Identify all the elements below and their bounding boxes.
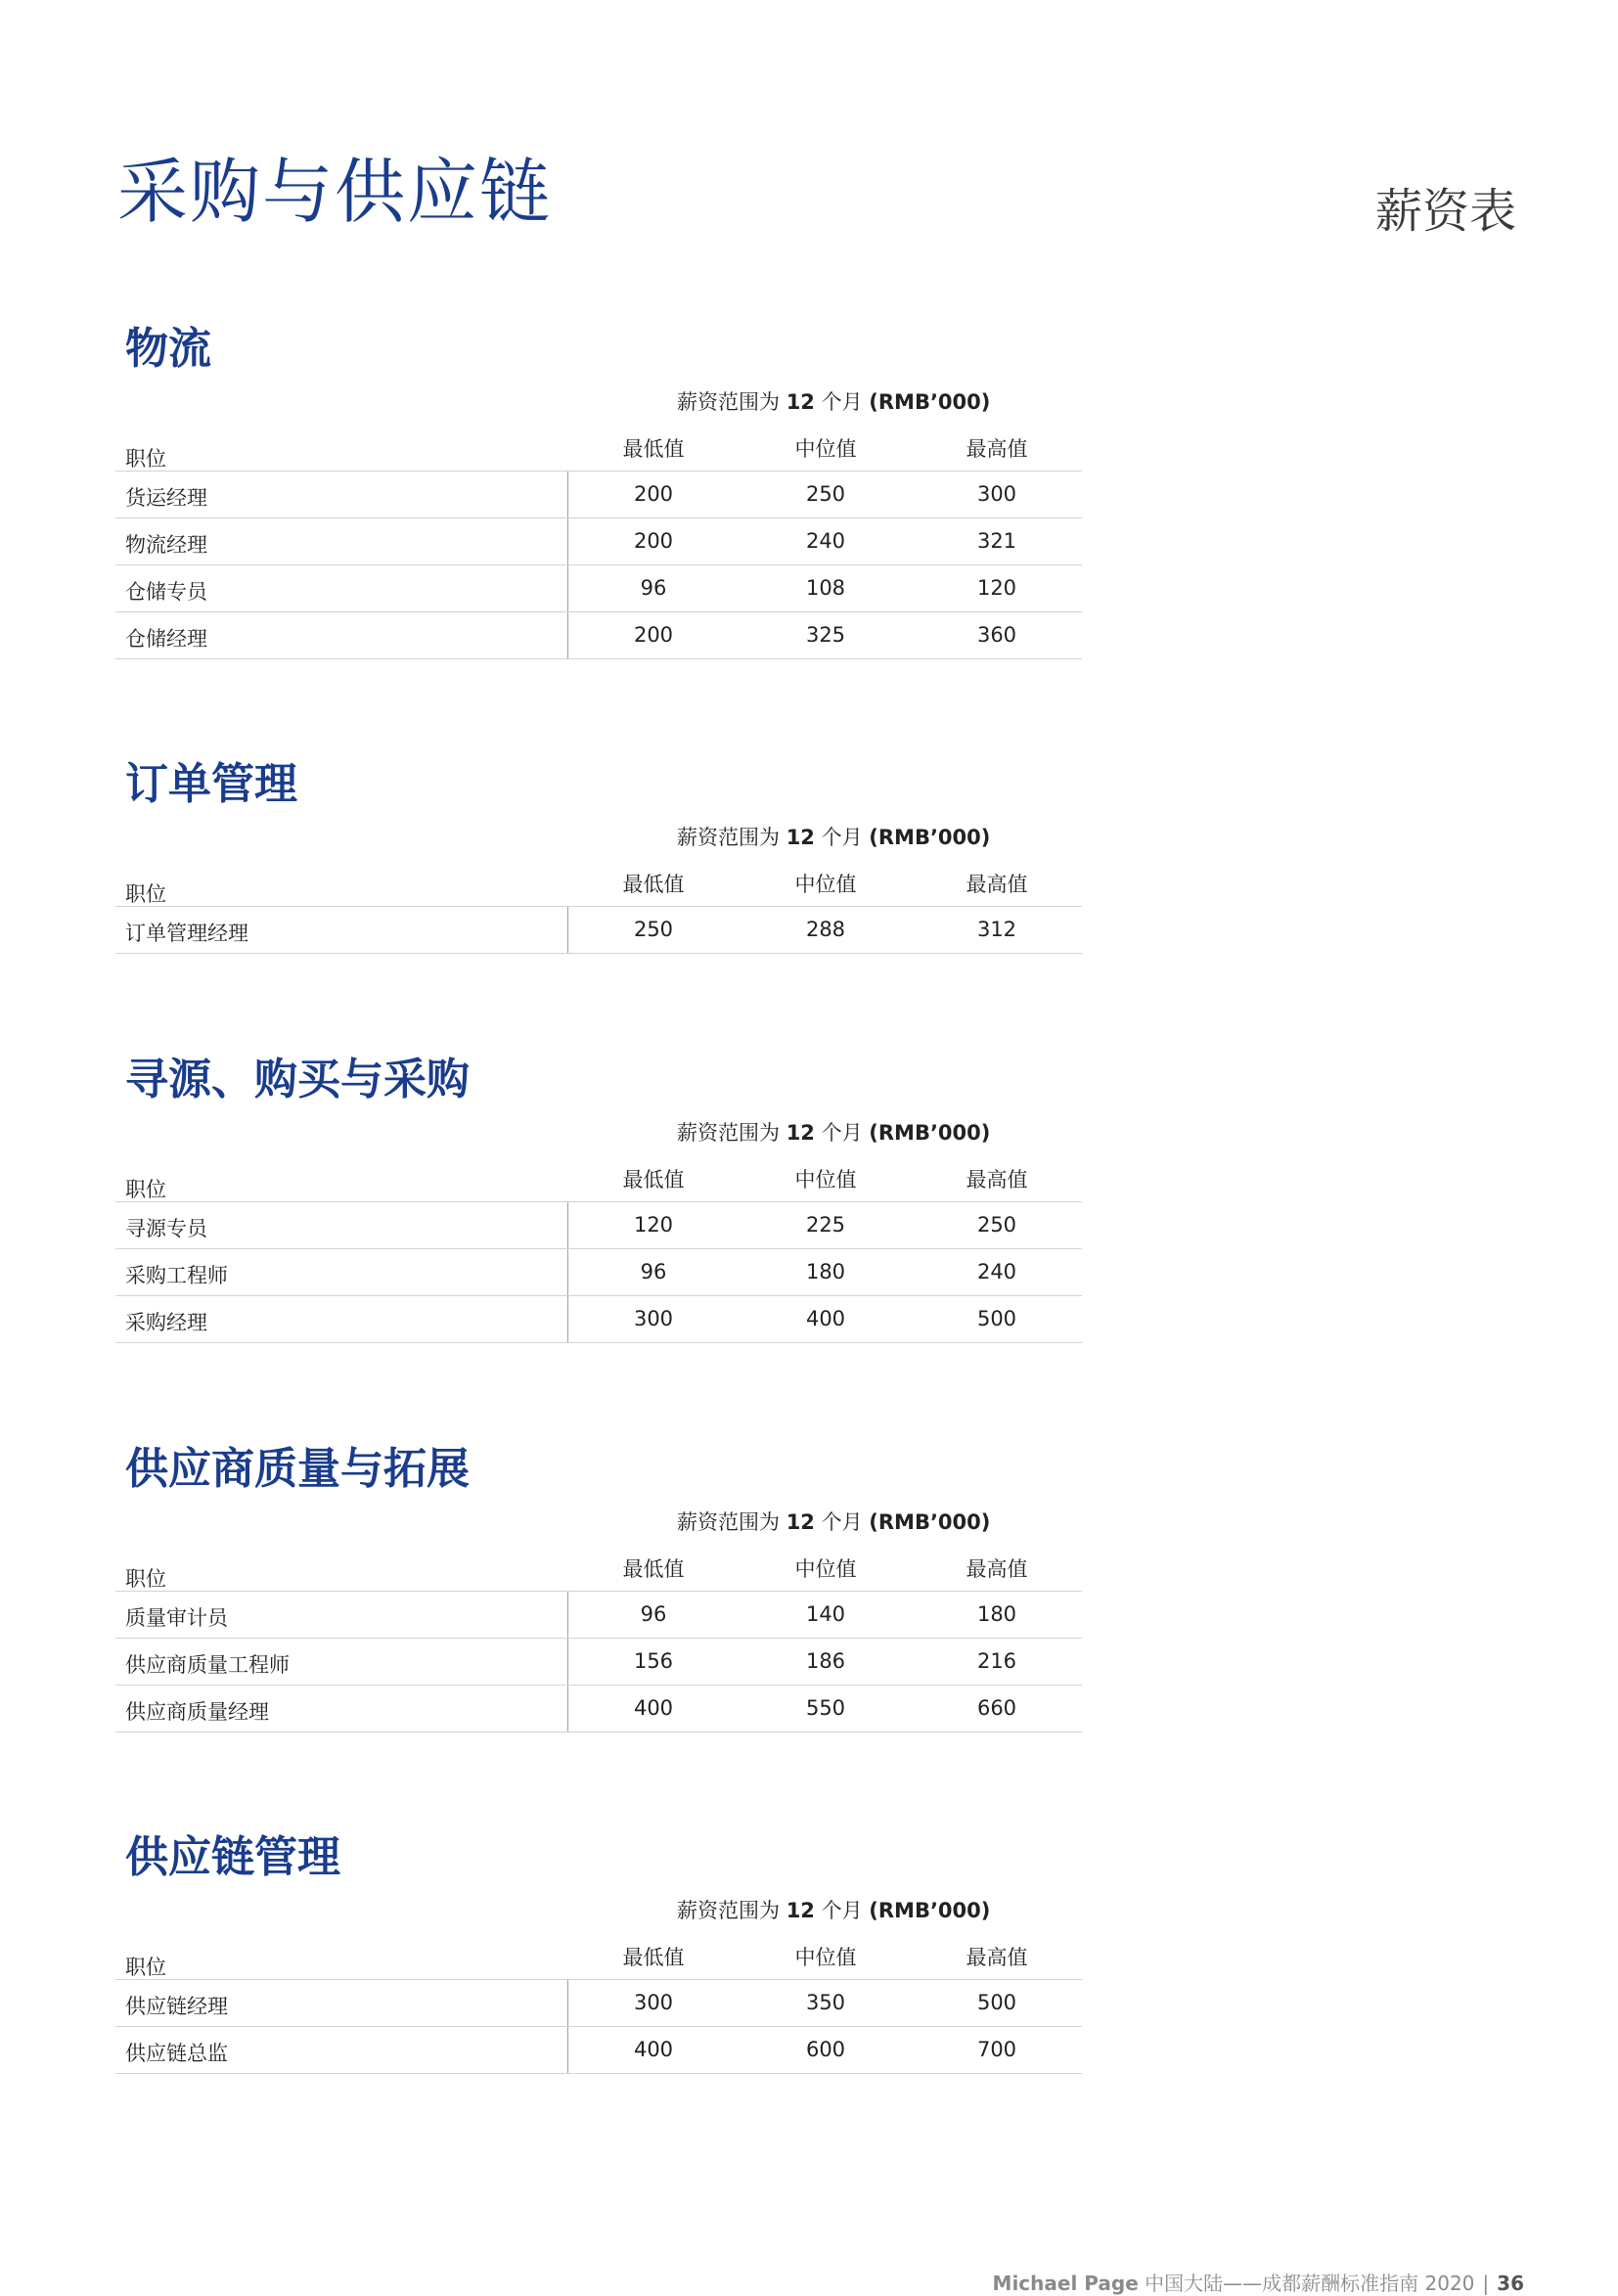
column-divider <box>567 565 568 611</box>
column-header-mid: 中位值 <box>794 873 857 896</box>
max-salary-cell: 360 <box>976 623 1017 647</box>
max-salary-cell: 120 <box>976 576 1017 600</box>
mid-salary-cell: 350 <box>805 1991 846 2014</box>
page-tag: 薪资表 <box>1374 184 1516 239</box>
column-header-min: 最低值 <box>622 873 685 896</box>
section-title: 物流 <box>125 324 211 374</box>
position-cell: 物流经理 <box>125 533 207 557</box>
position-cell: 质量审计员 <box>125 1606 228 1630</box>
column-header-mid: 中位值 <box>794 1946 857 1969</box>
column-header-mid: 中位值 <box>794 1557 857 1581</box>
range-months: 12 <box>786 1121 815 1145</box>
column-divider <box>567 1592 568 1638</box>
max-salary-cell: 500 <box>976 1991 1017 2014</box>
table-row <box>115 1686 1082 1733</box>
page-title: 采购与供应链 <box>117 151 553 233</box>
max-salary-cell: 180 <box>976 1602 1017 1626</box>
position-cell: 供应链经理 <box>125 1995 228 2018</box>
table-row <box>115 1980 1082 2027</box>
max-salary-cell: 240 <box>976 1260 1017 1283</box>
max-salary-cell: 250 <box>976 1213 1017 1237</box>
min-salary-cell: 200 <box>633 529 674 553</box>
footer-text: 中国大陆——成都薪酬标准指南 2020 <box>1138 2272 1475 2295</box>
table-row <box>115 518 1082 565</box>
column-header-mid: 中位值 <box>794 1168 857 1192</box>
range-months: 12 <box>786 390 815 414</box>
section-title: 寻源、购买与采购 <box>125 1055 470 1104</box>
table-row <box>115 1296 1082 1343</box>
salary-table <box>115 1979 1082 2074</box>
mid-salary-cell: 186 <box>805 1649 846 1673</box>
range-prefix: 薪资范围为 <box>677 390 787 414</box>
column-divider <box>567 472 568 518</box>
range-unit: (RMB’000) <box>869 1510 991 1534</box>
salary-range-label <box>677 822 1205 851</box>
min-salary-cell: 300 <box>633 1991 674 2014</box>
column-header-max: 最高值 <box>966 873 1028 896</box>
mid-salary-cell: 140 <box>805 1602 846 1626</box>
salary-table <box>115 906 1082 954</box>
column-header-position: 职位 <box>125 1178 166 1201</box>
min-salary-cell: 200 <box>633 623 674 647</box>
mid-salary-cell: 225 <box>805 1213 846 1237</box>
column-header-min: 最低值 <box>622 1168 685 1192</box>
mid-salary-cell: 550 <box>805 1696 846 1720</box>
range-mid: 个月 <box>814 1121 870 1145</box>
position-cell: 采购经理 <box>125 1311 207 1334</box>
min-salary-cell: 200 <box>633 482 674 506</box>
max-salary-cell: 300 <box>976 482 1017 506</box>
table-row <box>115 472 1082 518</box>
position-cell: 采购工程师 <box>125 1264 228 1287</box>
max-salary-cell: 660 <box>976 1696 1017 1720</box>
min-salary-cell: 156 <box>633 1649 674 1673</box>
salary-table <box>115 1591 1082 1733</box>
column-divider <box>567 1686 568 1732</box>
table-row <box>115 2027 1082 2074</box>
position-cell: 供应链总监 <box>125 2042 228 2065</box>
table-row <box>115 1202 1082 1249</box>
column-divider <box>567 907 568 953</box>
salary-range-label <box>677 1895 1205 1924</box>
footer <box>993 2268 1524 2296</box>
range-months: 12 <box>786 1899 815 1922</box>
max-salary-cell: 500 <box>976 1307 1017 1330</box>
salary-table <box>115 471 1082 659</box>
min-salary-cell: 250 <box>633 918 674 941</box>
salary-range-label <box>677 386 1205 416</box>
range-months: 12 <box>786 826 815 849</box>
position-cell: 寻源专员 <box>125 1217 207 1240</box>
position-cell: 订单管理经理 <box>125 922 248 945</box>
column-divider <box>567 1202 568 1248</box>
section-title: 供应链管理 <box>125 1832 340 1882</box>
column-header-max: 最高值 <box>966 437 1028 461</box>
column-header-min: 最低值 <box>622 437 685 461</box>
table-row <box>115 1249 1082 1296</box>
position-cell: 仓储专员 <box>125 580 207 604</box>
max-salary-cell: 321 <box>976 529 1017 553</box>
range-prefix: 薪资范围为 <box>677 1510 787 1534</box>
column-divider <box>567 1249 568 1295</box>
min-salary-cell: 96 <box>640 576 667 600</box>
range-unit: (RMB’000) <box>869 826 991 849</box>
max-salary-cell: 216 <box>976 1649 1017 1673</box>
mid-salary-cell: 325 <box>805 623 846 647</box>
mid-salary-cell: 180 <box>805 1260 846 1283</box>
footer-brand: Michael Page <box>992 2272 1139 2295</box>
range-prefix: 薪资范围为 <box>677 1899 787 1922</box>
salary-range-label <box>677 1507 1205 1536</box>
footer-separator: | <box>1482 2272 1490 2295</box>
page-number: 36 <box>1497 2272 1524 2295</box>
salary-range-label <box>677 1117 1205 1147</box>
mid-salary-cell: 250 <box>805 482 846 506</box>
column-header-position: 职位 <box>125 882 166 906</box>
column-header-position: 职位 <box>125 1956 166 1979</box>
range-prefix: 薪资范围为 <box>677 1121 787 1145</box>
min-salary-cell: 96 <box>640 1260 667 1283</box>
range-unit: (RMB’000) <box>869 390 991 414</box>
column-divider <box>567 518 568 564</box>
mid-salary-cell: 600 <box>805 2038 846 2061</box>
position-cell: 供应商质量经理 <box>125 1700 269 1724</box>
column-divider <box>567 612 568 658</box>
mid-salary-cell: 400 <box>805 1307 846 1330</box>
max-salary-cell: 312 <box>976 918 1017 941</box>
column-header-max: 最高值 <box>966 1168 1028 1192</box>
column-header-position: 职位 <box>125 447 166 471</box>
range-mid: 个月 <box>814 1899 870 1922</box>
position-cell: 供应商质量工程师 <box>125 1653 290 1677</box>
column-divider <box>567 2027 568 2073</box>
column-header-max: 最高值 <box>966 1557 1028 1581</box>
section-title: 供应商质量与拓展 <box>125 1444 470 1494</box>
column-header-position: 职位 <box>125 1567 166 1591</box>
range-unit: (RMB’000) <box>869 1121 991 1145</box>
section-title: 订单管理 <box>125 759 297 809</box>
min-salary-cell: 120 <box>633 1213 674 1237</box>
min-salary-cell: 400 <box>633 1696 674 1720</box>
column-header-min: 最低值 <box>622 1946 685 1969</box>
table-row <box>115 565 1082 612</box>
column-divider <box>567 1296 568 1342</box>
salary-table <box>115 1201 1082 1343</box>
table-row <box>115 1639 1082 1686</box>
column-header-mid: 中位值 <box>794 437 857 461</box>
column-header-max: 最高值 <box>966 1946 1028 1969</box>
range-mid: 个月 <box>814 1510 870 1534</box>
min-salary-cell: 96 <box>640 1602 667 1626</box>
max-salary-cell: 700 <box>976 2038 1017 2061</box>
range-mid: 个月 <box>814 826 870 849</box>
table-row <box>115 1592 1082 1639</box>
min-salary-cell: 400 <box>633 2038 674 2061</box>
table-row <box>115 612 1082 659</box>
range-months: 12 <box>786 1510 815 1534</box>
column-divider <box>567 1639 568 1685</box>
mid-salary-cell: 108 <box>805 576 846 600</box>
mid-salary-cell: 288 <box>805 918 846 941</box>
position-cell: 货运经理 <box>125 486 207 510</box>
range-unit: (RMB’000) <box>869 1899 991 1922</box>
mid-salary-cell: 240 <box>805 529 846 553</box>
column-divider <box>567 1980 568 2026</box>
column-header-min: 最低值 <box>622 1557 685 1581</box>
table-row <box>115 907 1082 954</box>
min-salary-cell: 300 <box>633 1307 674 1330</box>
range-mid: 个月 <box>814 390 870 414</box>
range-prefix: 薪资范围为 <box>677 826 787 849</box>
position-cell: 仓储经理 <box>125 627 207 651</box>
